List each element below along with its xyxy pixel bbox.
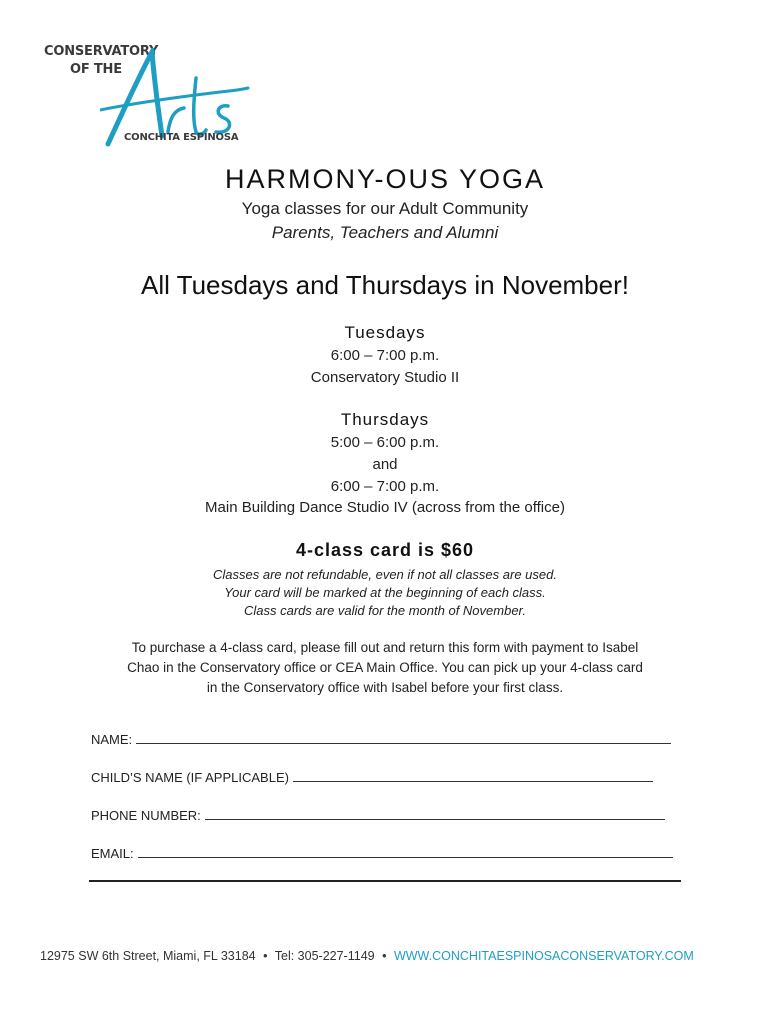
price-note: Class cards are valid for the month of November. <box>243 603 527 618</box>
headline: All Tuesdays and Thursdays in November! <box>141 270 629 300</box>
instructions-line: in the Conservatory office with Isabel before your first class. <box>206 680 564 695</box>
phone-input-line[interactable] <box>205 818 665 820</box>
instructions-line: Chao in the Conservatory office or CEA Main Office. You can pick up your 4-class card <box>127 660 643 675</box>
email-input-line[interactable] <box>138 856 673 858</box>
tuesday-time: 6:00 – 7:00 p.m. <box>330 347 440 364</box>
price-title: 4-class card is $60 <box>295 540 475 560</box>
price-note: Your card will be marked at the beginning of each class. <box>224 585 546 600</box>
tuesday-label: Tuesdays <box>344 323 426 342</box>
thursday-time-2: 6:00 – 7:00 p.m. <box>330 478 440 495</box>
name-label: NAME: <box>91 732 133 747</box>
page-title: HARMONY-OUS YOGA <box>224 164 546 194</box>
instructions-line: To purchase a 4-class card, please fill out and return this form with payment to Isabel <box>131 640 639 655</box>
thursday-location: Main Building Dance Studio IV (across from the office) <box>205 499 565 516</box>
child-name-input-line[interactable] <box>293 780 653 782</box>
footer-bullet: • <box>263 949 268 963</box>
footer-address: 12975 SW 6th Street, Miami, FL 33184 <box>40 949 256 963</box>
footer-website-link[interactable]: WWW.CONCHITAESPINOSACONSERVATORY.COM <box>393 949 694 963</box>
thursday-label: Thursdays <box>340 410 430 429</box>
logo-text-conservatory: CONSERVATORY <box>44 44 159 59</box>
subtitle: Yoga classes for our Adult Community <box>241 199 529 218</box>
thursday-time-1: 5:00 – 6:00 p.m. <box>330 434 440 451</box>
footer-phone: Tel: 305-227-1149 <box>274 949 375 963</box>
name-input-line[interactable] <box>136 742 671 744</box>
child-name-label: CHILD’S NAME (IF APPLICABLE) <box>91 770 289 785</box>
price-note: Classes are not refundable, even if not all classes are used. <box>213 567 557 582</box>
thursday-and: and <box>372 456 398 473</box>
footer-bullet: • <box>382 949 387 963</box>
name-field[interactable] <box>91 732 671 747</box>
footer <box>40 949 694 963</box>
logo-text-conchita-espinosa: CONCHITA ESPINOSA <box>124 132 239 143</box>
phone-field[interactable] <box>91 808 665 823</box>
email-field[interactable] <box>91 846 673 861</box>
child-name-field[interactable] <box>91 770 653 785</box>
phone-label: PHONE NUMBER: <box>91 808 201 823</box>
logo-text-of-the: OF THE <box>70 62 122 77</box>
divider <box>89 880 681 882</box>
email-label: EMAIL: <box>91 846 134 861</box>
conservatory-logo <box>40 42 255 152</box>
audience-text: Parents, Teachers and Alumni <box>271 223 499 242</box>
tuesday-location: Conservatory Studio II <box>310 369 460 386</box>
